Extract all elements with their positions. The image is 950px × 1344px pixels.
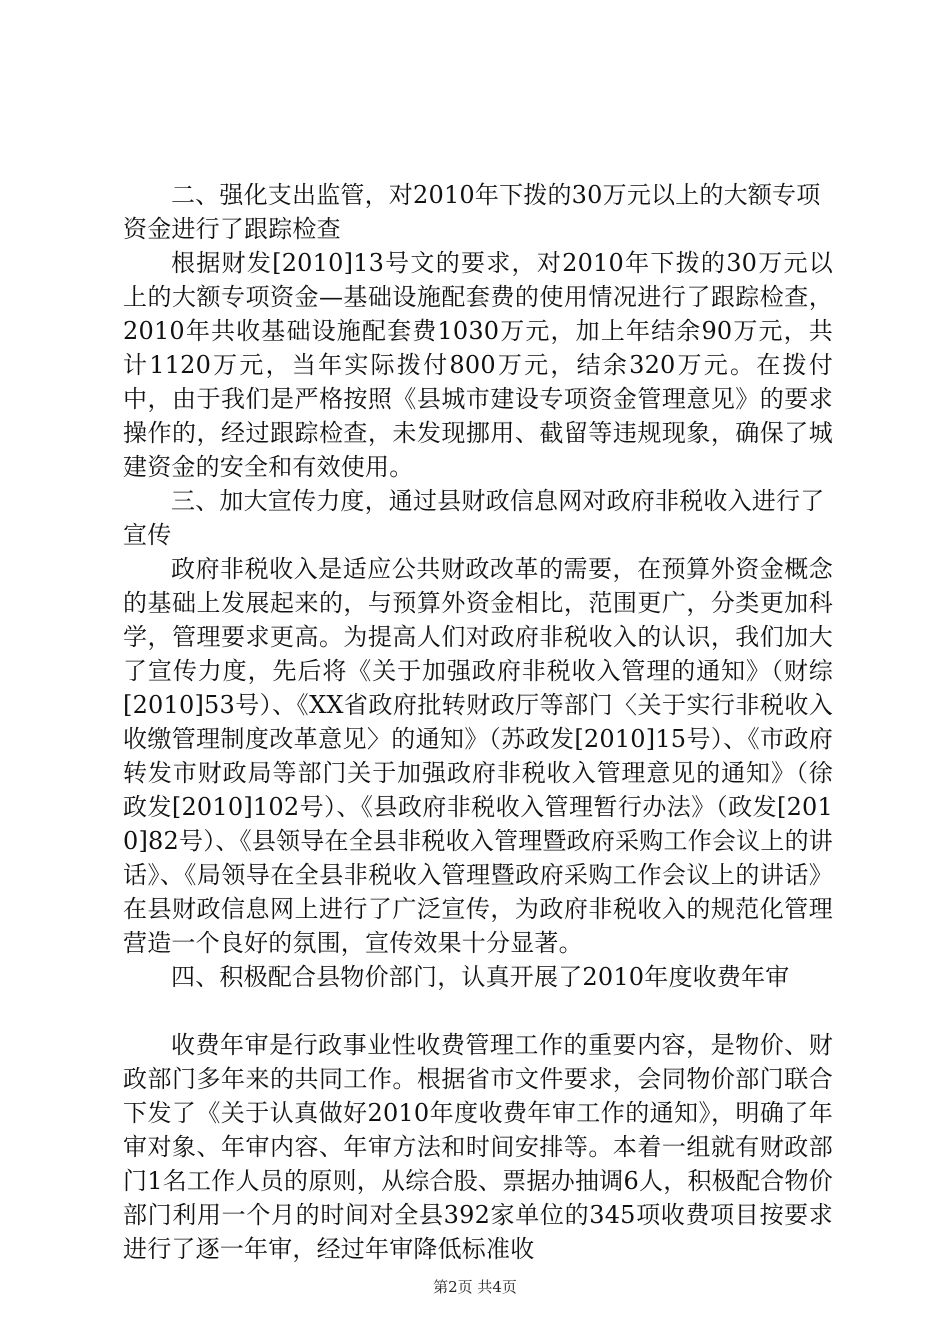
section-body-4: 收费年审是行政事业性收费管理工作的重要内容，是物价、财政部门多年来的共同工作。根据省市文件要求，会同物价部门联合下发了《关于认真做好2010年度收费年审工作的通知》，明确了年审对象、年审内容、年审方法和时间安排等。本着一组就有财政部门1名工作人员的原则，从综合股、票据办抽调6人，积极配合物价部门利用一个月的时间对全县392家单位的345项收费项目按要求进行了逐一年审，经过年审降低标准收 bbox=[123, 1031, 833, 1263]
section-body-2: 根据财发[2010]13号文的要求，对2010年下拨的30万元以上的大额专项资金—基础设施配套费的使用情况进行了跟踪检查，2010年共收基础设施配套费1030万元，加上年结余90万元，共计1120万元，当年实际拨付800万元，结余320万元。在拨付中，由于我们是严格按照《县城市建设专项资金管理意见》的要求操作的，经过跟踪检查，未发现挪用、截留等违规现象，确保了城建资金的安全和有效使用。 bbox=[123, 249, 833, 481]
document-body bbox=[123, 178, 833, 1266]
paragraph-gap bbox=[123, 994, 833, 1028]
section-heading-3: 三、加大宣传力度，通过县财政信息网对政府非税收入进行了宣传 bbox=[123, 487, 825, 549]
section-body-3: 政府非税收入是适应公共财政改革的需要，在预算外资金概念的基础上发展起来的，与预算外资金相比，范围更广，分类更加科学，管理要求更高。为提高人们对政府非税收入的认识，我们加大了宣传力度，先后将《关于加强政府非税收入管理的通知》（财综[2010]53号）、《XX省政府批转财政厅等部门〈关于实行非税收入收缴管理制度改革意见〉的通知》（苏政发[2010]15号）、《市政府转发市财政局等部门关于加强政府非税收入管理意见的通知》（徐政发[2010]102号）、《县政府非税收入管理暂行办法》（政发[2010]82号）、《县领导在全县非税收入管理暨政府采购工作会议上的讲话》、《局领导在全县非税收入管理暨政府采购工作会议上的讲话》在县财政信息网上进行了广泛宣传，为政府非税收入的规范化管理营造一个良好的氛围，宣传效果十分显著。 bbox=[123, 555, 833, 957]
section-heading-2: 二、强化支出监管，对2010年下拨的30万元以上的大额专项资金进行了跟踪检查 bbox=[123, 181, 821, 243]
section-heading-4: 四、积极配合县物价部门，认真开展了2010年度收费年审 bbox=[171, 963, 790, 991]
page-footer: 第2页 共4页 bbox=[433, 1278, 517, 1296]
